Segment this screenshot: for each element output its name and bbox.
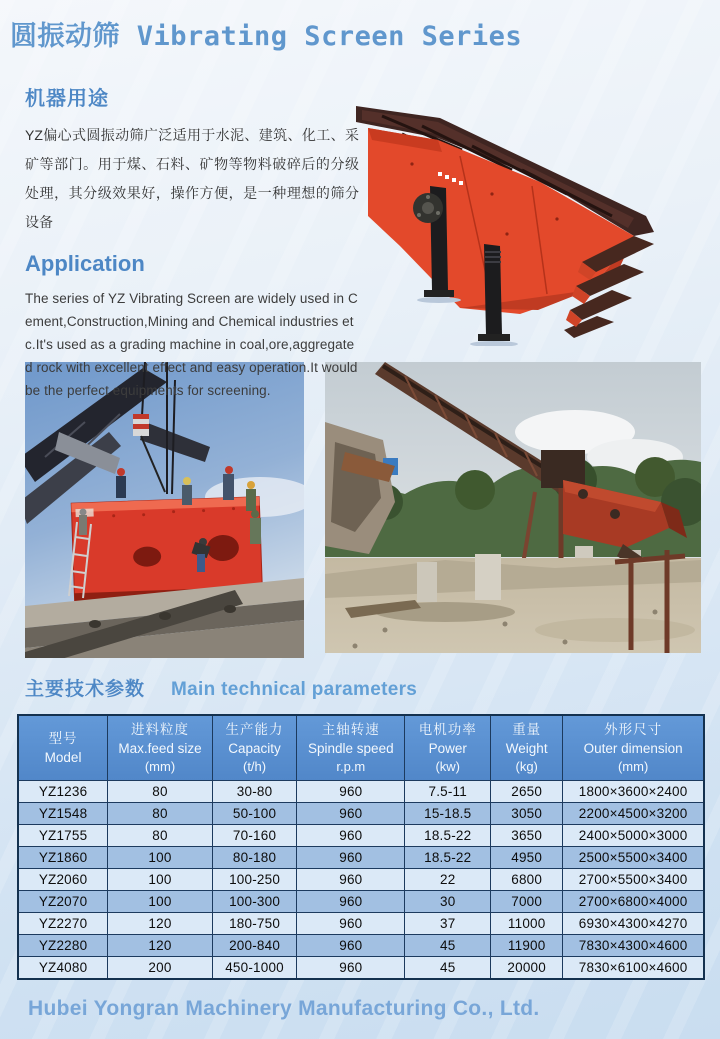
spec-table-cell: 960: [297, 957, 405, 980]
spec-table-cell: 20000: [491, 957, 563, 980]
spec-table-row: [18, 935, 704, 957]
spec-table-cell: 80: [108, 803, 213, 825]
spec-table-cell: 11900: [491, 935, 563, 957]
spec-table-cell: 100: [108, 847, 213, 869]
spec-column-header: 主轴转速 Spindle speed r.p.m: [297, 715, 405, 781]
spec-table-cell: 100-250: [212, 869, 296, 891]
spec-table-cell: 3050: [491, 803, 563, 825]
spec-table-row: [18, 913, 704, 935]
spec-table-cell: 7830×4300×4600: [563, 935, 704, 957]
application-paragraph: The series of YZ Vibrating Screen are widely used in Cement,Construction,Mining and Chemical industries etc.It's used as a grading machine in coal,ore,aggregated rock with excellent effect and easy operation.It would be the perfect equipments for screening.: [25, 291, 358, 398]
spec-table-cell: 7.5-11: [405, 781, 491, 803]
spec-table-row: [18, 869, 704, 891]
spec-table-cell: 15-18.5: [405, 803, 491, 825]
spec-column-header: 进料粒度 Max.feed size (mm): [108, 715, 213, 781]
parameters-heading-en: Main technical parameters: [171, 679, 418, 700]
page-title: 圆振动筛 Vibrating Screen Series: [10, 21, 523, 52]
spec-table-cell: 1800×3600×2400: [563, 781, 704, 803]
spec-table-cell: YZ2270: [18, 913, 108, 935]
spec-table-row: [18, 891, 704, 913]
spec-table-cell: 80: [108, 825, 213, 847]
spec-table-cell: 100: [108, 891, 213, 913]
spec-table-cell: 180-750: [212, 913, 296, 935]
spec-table-cell: 3650: [491, 825, 563, 847]
spec-table-row: [18, 825, 704, 847]
usage-paragraph: YZ偏心式圆振动筛广泛适用于水泥、建筑、化工、采矿等部门。用于煤、石料、矿物等物料破碎后的分级处理，其分级效果好，操作方便，是一种理想的筛分设备: [25, 127, 359, 230]
spec-table-cell: 2500×5500×3400: [563, 847, 704, 869]
spec-table-cell: YZ2060: [18, 869, 108, 891]
spec-table: [17, 714, 705, 980]
parameters-heading: [25, 674, 417, 701]
parameters-heading-zh: 主要技术参数: [25, 679, 146, 700]
spec-table-cell: 18.5-22: [405, 825, 491, 847]
spec-table-cell: YZ4080: [18, 957, 108, 980]
spec-table-row: [18, 847, 704, 869]
spec-table-cell: 2700×6800×4000: [563, 891, 704, 913]
usage-heading: 机器用途: [25, 88, 109, 110]
site-photo-quarry-conveyor: [325, 362, 701, 653]
spec-table-cell: 30-80: [212, 781, 296, 803]
spec-table-cell: 200-840: [212, 935, 296, 957]
spec-table-body: [18, 781, 704, 980]
company-name: Hubei Yongran Machinery Manufacturing Co., Ltd.: [28, 997, 540, 1020]
spec-table-cell: 50-100: [212, 803, 296, 825]
spec-column-header: 重量 Weight (kg): [491, 715, 563, 781]
spec-table-cell: 11000: [491, 913, 563, 935]
spec-table-cell: 960: [297, 869, 405, 891]
spec-table-cell: 960: [297, 913, 405, 935]
spec-table-cell: 22: [405, 869, 491, 891]
spec-table-cell: 120: [108, 913, 213, 935]
spec-table-cell: 450-1000: [212, 957, 296, 980]
spec-table-cell: 200: [108, 957, 213, 980]
intro-section: [25, 82, 359, 402]
spec-table-cell: YZ2280: [18, 935, 108, 957]
spec-table-cell: YZ1755: [18, 825, 108, 847]
spec-table-cell: YZ2070: [18, 891, 108, 913]
spec-table-cell: 6800: [491, 869, 563, 891]
spec-table-row: [18, 781, 704, 803]
spec-column-header: 外形尺寸 Outer dimension (mm): [563, 715, 704, 781]
spec-table-cell: YZ1860: [18, 847, 108, 869]
spec-column-header: 生产能力 Capacity (t/h): [212, 715, 296, 781]
spec-table-row: [18, 957, 704, 980]
spec-column-header: 电机功率 Power (kw): [405, 715, 491, 781]
spec-table-cell: 960: [297, 825, 405, 847]
spec-table-cell: 4950: [491, 847, 563, 869]
spec-table-cell: 7000: [491, 891, 563, 913]
spec-table-cell: 2200×4500×3200: [563, 803, 704, 825]
spec-table-cell: 6930×4300×4270: [563, 913, 704, 935]
site-photo-crane-lift: [25, 362, 304, 658]
spec-table-cell: 37: [405, 913, 491, 935]
spec-table-cell: 960: [297, 847, 405, 869]
spec-table-cell: 30: [405, 891, 491, 913]
application-heading: Application: [25, 251, 145, 276]
spec-table-cell: 2400×5000×3000: [563, 825, 704, 847]
spec-table-cell: 45: [405, 957, 491, 980]
site-photos-row: [25, 362, 701, 658]
spec-table-cell: 960: [297, 891, 405, 913]
spec-table-cell: 100-300: [212, 891, 296, 913]
spec-table-head: [18, 715, 704, 781]
spec-table-cell: YZ1236: [18, 781, 108, 803]
spec-table-row: [18, 803, 704, 825]
eccentric-flywheel: [413, 193, 443, 223]
spec-table-cell: 100: [108, 869, 213, 891]
product-image-vibrating-screen: [342, 94, 714, 346]
spec-table-cell: 2700×5500×3400: [563, 869, 704, 891]
spec-table-cell: 960: [297, 781, 405, 803]
spec-table-cell: 7830×6100×4600: [563, 957, 704, 980]
spec-table-cell: 960: [297, 935, 405, 957]
spec-table-cell: 2650: [491, 781, 563, 803]
spec-table-cell: 80: [108, 781, 213, 803]
spec-table-cell: 70-160: [212, 825, 296, 847]
spec-table-cell: 120: [108, 935, 213, 957]
spec-table-cell: 18.5-22: [405, 847, 491, 869]
spec-table-cell: 45: [405, 935, 491, 957]
spec-table-cell: 960: [297, 803, 405, 825]
spec-column-header: 型号 Model: [18, 715, 108, 781]
spec-table-cell: 80-180: [212, 847, 296, 869]
spec-table-cell: YZ1548: [18, 803, 108, 825]
